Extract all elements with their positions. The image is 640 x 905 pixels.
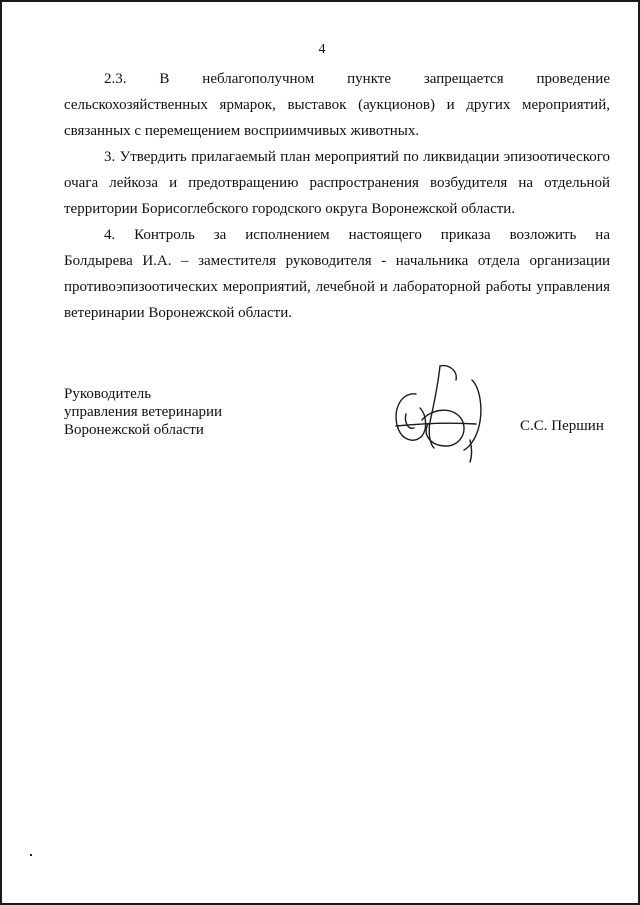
paragraph-line: очага лейкоза и предотвращению распространения возбудителя на отдельной [64, 175, 610, 191]
paragraph-3 [64, 144, 610, 222]
handwritten-signature-icon [386, 364, 496, 464]
paragraph-line: Болдырева И.А. – заместителя руководителя - начальника отдела организации [64, 253, 610, 269]
page-number: 4 [318, 42, 326, 57]
paragraph-line: противоэпизоотических мероприятий, лечебной и лабораторной работы управления [64, 279, 610, 295]
signatory-title-line: Воронежской области [64, 422, 204, 438]
document-body [64, 66, 610, 326]
signer-name: С.С. Першин [520, 418, 604, 434]
scan-speck [30, 854, 32, 856]
paragraph-4 [64, 222, 610, 326]
signatory-title [64, 385, 222, 439]
paragraph-line: 4. Контроль за исполнением настоящего приказа возложить на [104, 227, 610, 243]
paragraph-line: ветеринарии Воронежской области. [64, 305, 293, 321]
paragraph-line: связанных с перемещением восприимчивых животных. [64, 123, 420, 139]
paragraph-line: 2.3. В неблагополучном пункте запрещается проведение [104, 71, 610, 87]
paragraph-2-3 [64, 66, 610, 144]
signatory-title-line: Руководитель [64, 386, 152, 402]
paragraph-line: сельскохозяйственных ярмарок, выставок (аукционов) и других мероприятий, [64, 97, 610, 113]
paragraph-line: 3. Утвердить прилагаемый план мероприятий по ликвидации эпизоотического [104, 149, 610, 165]
paragraph-line: территории Борисоглебского городского округа Воронежской области. [64, 201, 516, 217]
signatory-title-line: управления ветеринарии [64, 404, 223, 420]
